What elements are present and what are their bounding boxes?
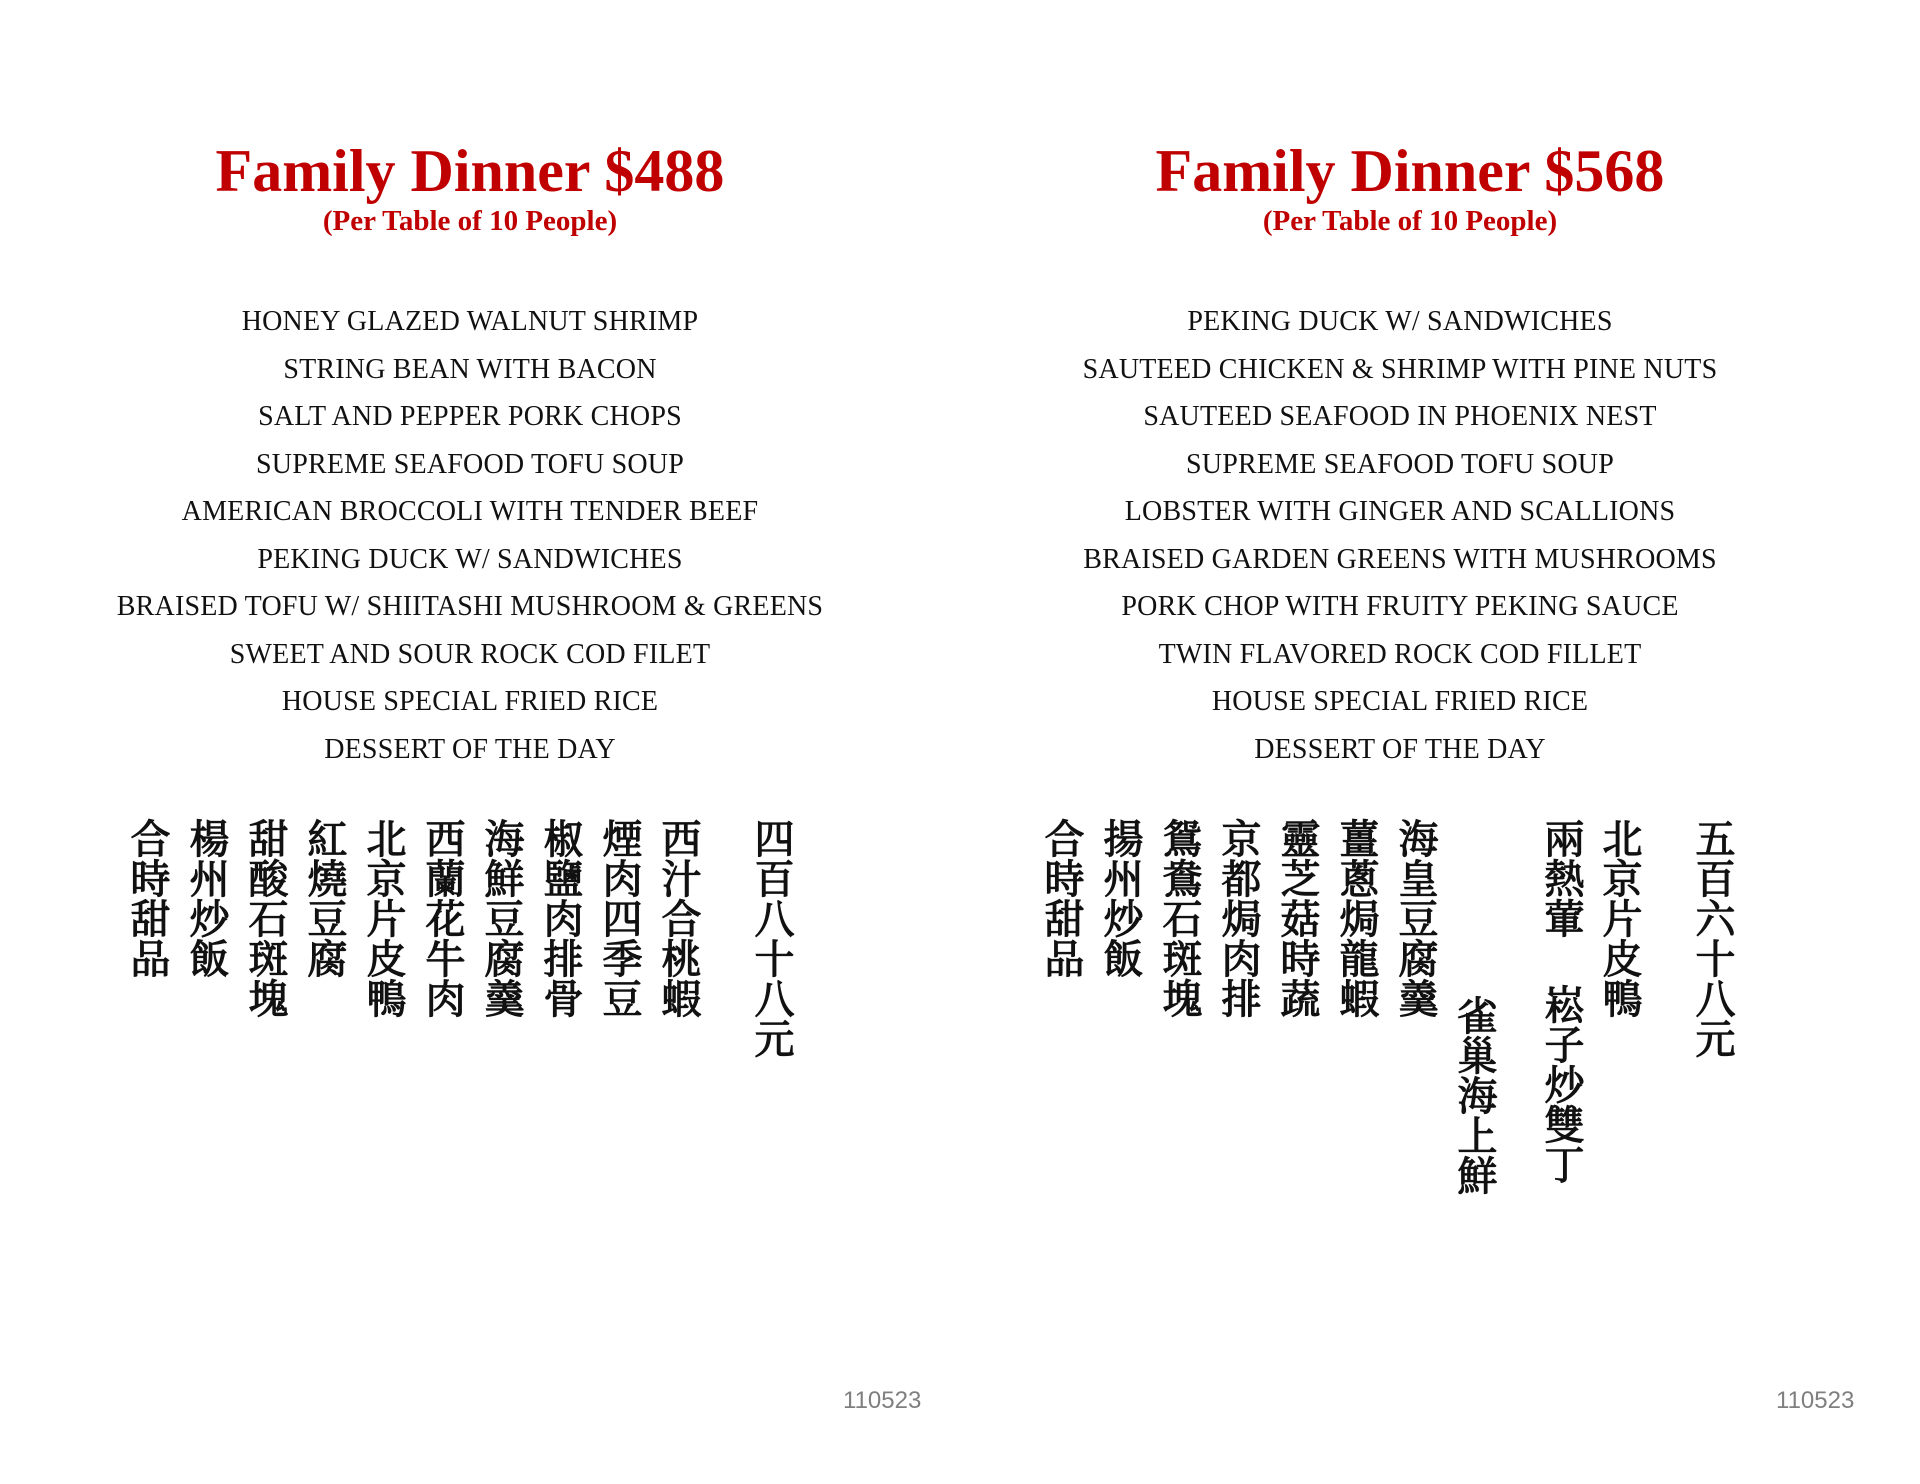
chinese-price: 五百六十八元 [1689, 818, 1735, 1058]
dish-item: SWEET AND SOUR ROCK COD FILET [229, 638, 711, 670]
chinese-dish: 甜酸石斑塊 [242, 818, 288, 1018]
chinese-dish: 西汁合桃蝦 [655, 818, 701, 1018]
dish-item: SALT AND PEPPER PORK CHOPS [258, 401, 682, 432]
chinese-dish: 西蘭花牛肉 [419, 818, 465, 1018]
chinese-dish: 北京片皮鴨 [360, 818, 406, 1018]
dish-item: SAUTEED SEAFOOD IN PHOENIX NEST [1143, 401, 1657, 432]
dish-item: TWIN FLAVORED ROCK COD FILLET [1158, 638, 1642, 670]
dish-item: SUPREME SEAFOOD TOFU SOUP [1186, 448, 1614, 480]
dish-item: DESSERT OF THE DAY [324, 733, 616, 765]
dish-item: BRAISED GARDEN GREENS WITH MUSHROOMS [1083, 543, 1717, 575]
menu-title: Family Dinner $488 [215, 138, 725, 204]
menu-code: 110523 [1776, 1387, 1855, 1414]
chinese-dish: 海鮮豆腐羹 [478, 818, 524, 1018]
chinese-dish: 雀巢海上鮮 [1451, 995, 1497, 1195]
dish-item: HONEY GLAZED WALNUT SHRIMP [241, 306, 699, 337]
dish-item: AMERICAN BROCCOLI WITH TENDER BEEF [181, 496, 759, 527]
chinese-dish: 北京片皮鴨 [1596, 818, 1642, 1018]
dish-item: BRAISED TOFU W/ SHIITASHI MUSHROOM & GREENS [116, 591, 824, 622]
chinese-dish: 紅燒豆腐 [301, 818, 347, 978]
dish-item: SUPREME SEAFOOD TOFU SOUP [256, 448, 684, 480]
dish-list-english [910, 302, 1890, 777]
chinese-dish: 兩熱葷 崧子炒雙丁 [1538, 818, 1584, 1184]
chinese-price: 四百八十八元 [748, 818, 794, 1058]
chinese-dish: 合時甜品 [1038, 818, 1084, 978]
dish-item: PEKING DUCK W/ SANDWICHES [257, 543, 683, 575]
dish-item: SAUTEED CHICKEN & SHRIMP WITH PINE NUTS [1082, 353, 1718, 385]
chinese-dish: 鴛鴦石斑塊 [1156, 818, 1202, 1018]
chinese-dish: 靈芝菇時蔬 [1274, 818, 1320, 1018]
dish-item: DESSERT OF THE DAY [1254, 733, 1546, 765]
dish-item: PEKING DUCK W/ SANDWICHES [1187, 306, 1613, 337]
menu-code: 110523 [843, 1387, 922, 1414]
menu-title: Family Dinner $568 [1155, 138, 1665, 204]
dish-item: LOBSTER WITH GINGER AND SCALLIONS [1124, 496, 1676, 527]
chinese-menu [940, 818, 1920, 1298]
dish-item: STRING BEAN WITH BACON [283, 353, 657, 385]
chinese-dish: 楊州炒飯 [183, 818, 229, 978]
menu-subtitle: (Per Table of 10 People) [322, 205, 618, 237]
dish-item: PORK CHOP WITH FRUITY PEKING SAUCE [1121, 591, 1679, 622]
chinese-dish: 薑蔥焗龍蝦 [1333, 818, 1379, 1018]
chinese-dish: 京都焗肉排 [1215, 818, 1261, 1018]
menu-subtitle: (Per Table of 10 People) [1262, 205, 1558, 237]
chinese-dish: 煙肉四季豆 [596, 818, 642, 1018]
dish-list-english [0, 302, 940, 777]
chinese-dish: 揚州炒飯 [1097, 818, 1143, 978]
chinese-dish: 海皇豆腐羹 [1392, 818, 1438, 1018]
dish-item: HOUSE SPECIAL FRIED RICE [281, 686, 659, 717]
chinese-dish: 椒鹽肉排骨 [537, 818, 583, 1018]
chinese-menu [0, 818, 940, 1178]
dish-item: HOUSE SPECIAL FRIED RICE [1211, 686, 1589, 717]
chinese-dish: 合時甜品 [124, 818, 170, 978]
